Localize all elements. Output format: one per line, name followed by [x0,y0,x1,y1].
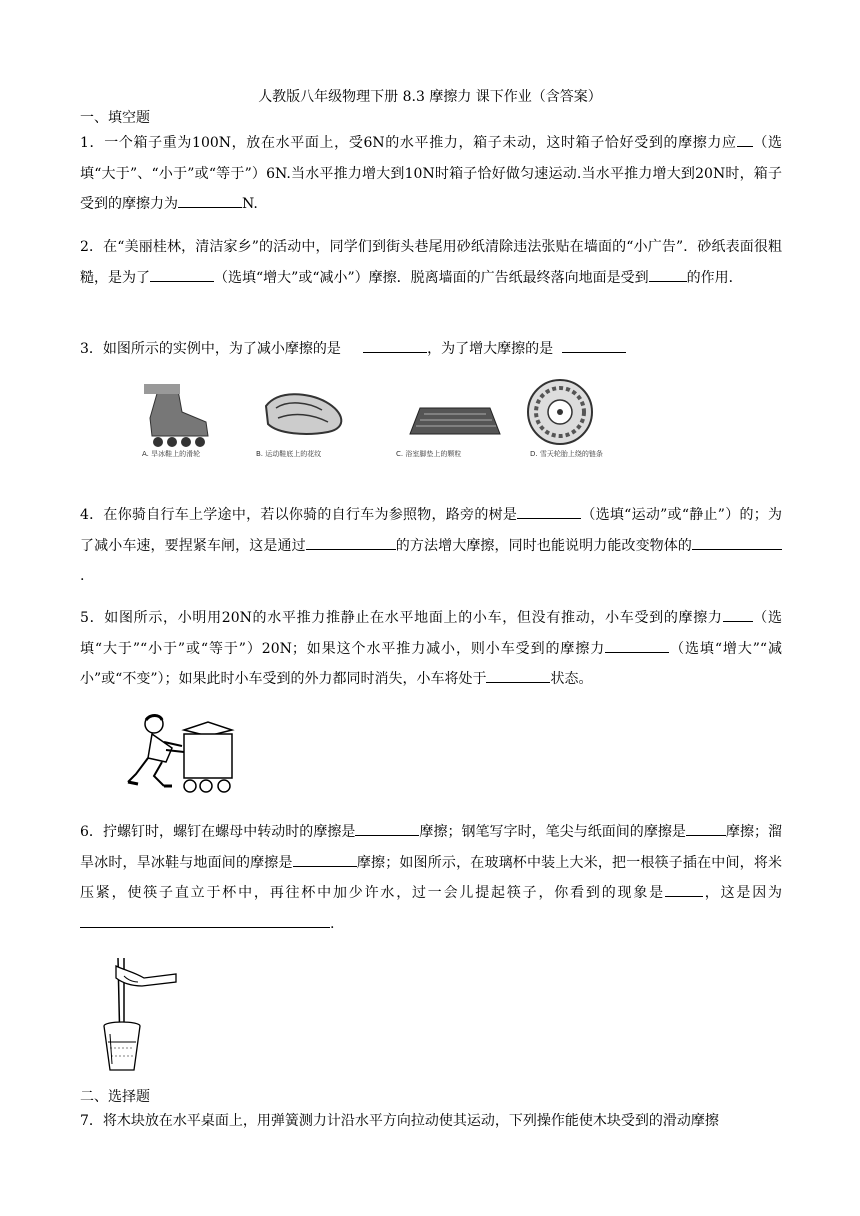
question-5 [80,603,782,695]
bath-mat-figure [396,408,500,458]
question-1 [80,128,782,220]
answer-blank [605,638,669,653]
answer-blank [363,338,427,353]
question-6-text-a: 6．拧螺钉时，螺钉在螺母中转动时的摩擦是 [80,824,356,840]
question-6-text-f: . [330,915,335,932]
question-4-text-d: . [80,568,85,584]
page-title: 人教版八年级物理下册 8.3 摩擦力 课下作业（含答案） [258,89,602,105]
answer-blank [665,882,703,897]
question-2-text-c: 的作用． [686,269,743,286]
question-6-text-b: 摩擦；钢笔写字时，笔尖与纸面间的摩擦是 [419,824,686,840]
question-6-text-c: 摩擦；溜旱冰时，旱冰鞋与地面间的摩擦是 [80,824,783,871]
answer-blank [355,821,419,836]
question-2-text-a: 2．在“美丽桂林，清洁家乡”的活动中，同学们到街头巷尾用砂纸清除违法张贴在墙面的“小广告”．砂纸表面很粗糙，是为了 [80,239,782,286]
inline-skate-figure [142,384,208,458]
question-2 [80,232,782,293]
question-7 [80,1106,782,1137]
answer-blank [486,668,550,683]
question-2-text-b: （选填“增大”或“减小”）摩擦．脱离墙面的广告纸最终落向地面是受到 [214,269,649,286]
caption-a: A. 旱冰鞋上的滑轮 [142,450,201,458]
section-multiple-choice: 二、选择题 [80,1089,150,1105]
shoe-sole-figure [256,394,341,458]
question-1-text-a: 1．一个箱子重为100N，放在水平面上，受6N的水平推力，箱子未动，这时箱子恰好受到的摩擦力应 [80,135,737,151]
question-4 [80,500,782,592]
caption-d: D. 雪天轮胎上绕的链条 [530,450,603,458]
answer-blank [562,338,626,353]
chained-tire-figure [528,380,603,458]
question-5-text-b: （选填“大于”“小于”或“等于”）20N；如果这个水平推力减小，则小车受到的摩擦力 [80,610,782,657]
answer-blank [737,132,753,147]
answer-blank [80,913,330,928]
question-6-text-e: ，这是因为 [702,885,783,901]
caption-c: C. 浴室脚垫上的颗粒 [396,450,462,458]
answer-blank [649,267,687,282]
question-3-text-b: ，为了增大摩擦的是 [427,341,554,357]
answer-blank [306,535,396,550]
answer-blank [150,267,214,282]
answer-blank [723,607,753,622]
question-4-text-b: （选填“运动”或“静止”）的；为了减小车速，要捏紧车闸，这是通过 [80,507,782,554]
question-4-text-c: 的方法增大摩擦，同时也能说明力能改变物体的 [395,537,693,554]
question-5-text-c: （选填“增大”“减小”或“不变”）；如果此时小车受到的外力都同时消失，小车将处于 [80,640,782,687]
question-1-text-b: （选填“大于”、“小于”或“等于”）6N.当水平推力增大到10N时箱子恰好做匀速运动.当水平推力增大到20N时，箱子受到的摩擦力为 [80,135,782,212]
caption-b: B. 运动鞋底上的花纹 [256,450,322,458]
question-6-text-d: 摩擦；如图所示，在玻璃杯中装上大米，把一根筷子插在中间，将米压紧，使筷子直立于杯中，再往杯中加少许水，过一会儿提起筷子，你看到的现象是 [80,854,783,901]
question-5-text-d: 状态。 [550,671,593,687]
answer-blank [293,852,357,867]
boy-pushing-cart-figure [124,712,244,800]
question-3-text-a: 3．如图所示的实例中，为了减小摩擦的是 [80,341,341,357]
answer-blank [517,504,581,519]
friction-examples-figure [138,378,678,460]
question-4-text-a: 4．在你骑自行车上学途中，若以你骑的自行车为参照物，路旁的树是 [80,507,518,523]
answer-blank [686,821,726,836]
question-3 [80,334,782,365]
question-1-text-c: N. [242,196,258,212]
answer-blank [692,535,782,550]
chopstick-rice-cup-figure [94,956,184,1076]
question-6 [80,817,782,939]
question-5-text-a: 5．如图所示，小明用20N的水平推力推静止在水平地面上的小车，但没有推动，小车受到的摩擦力 [80,610,723,626]
answer-blank [178,193,242,208]
section-fill-in: 一、填空题 [80,110,150,126]
question-7-text: 7．将木块放在水平桌面上，用弹簧测力计沿水平方向拉动使其运动，下列操作能使木块受到的滑动摩擦 [80,1113,719,1129]
